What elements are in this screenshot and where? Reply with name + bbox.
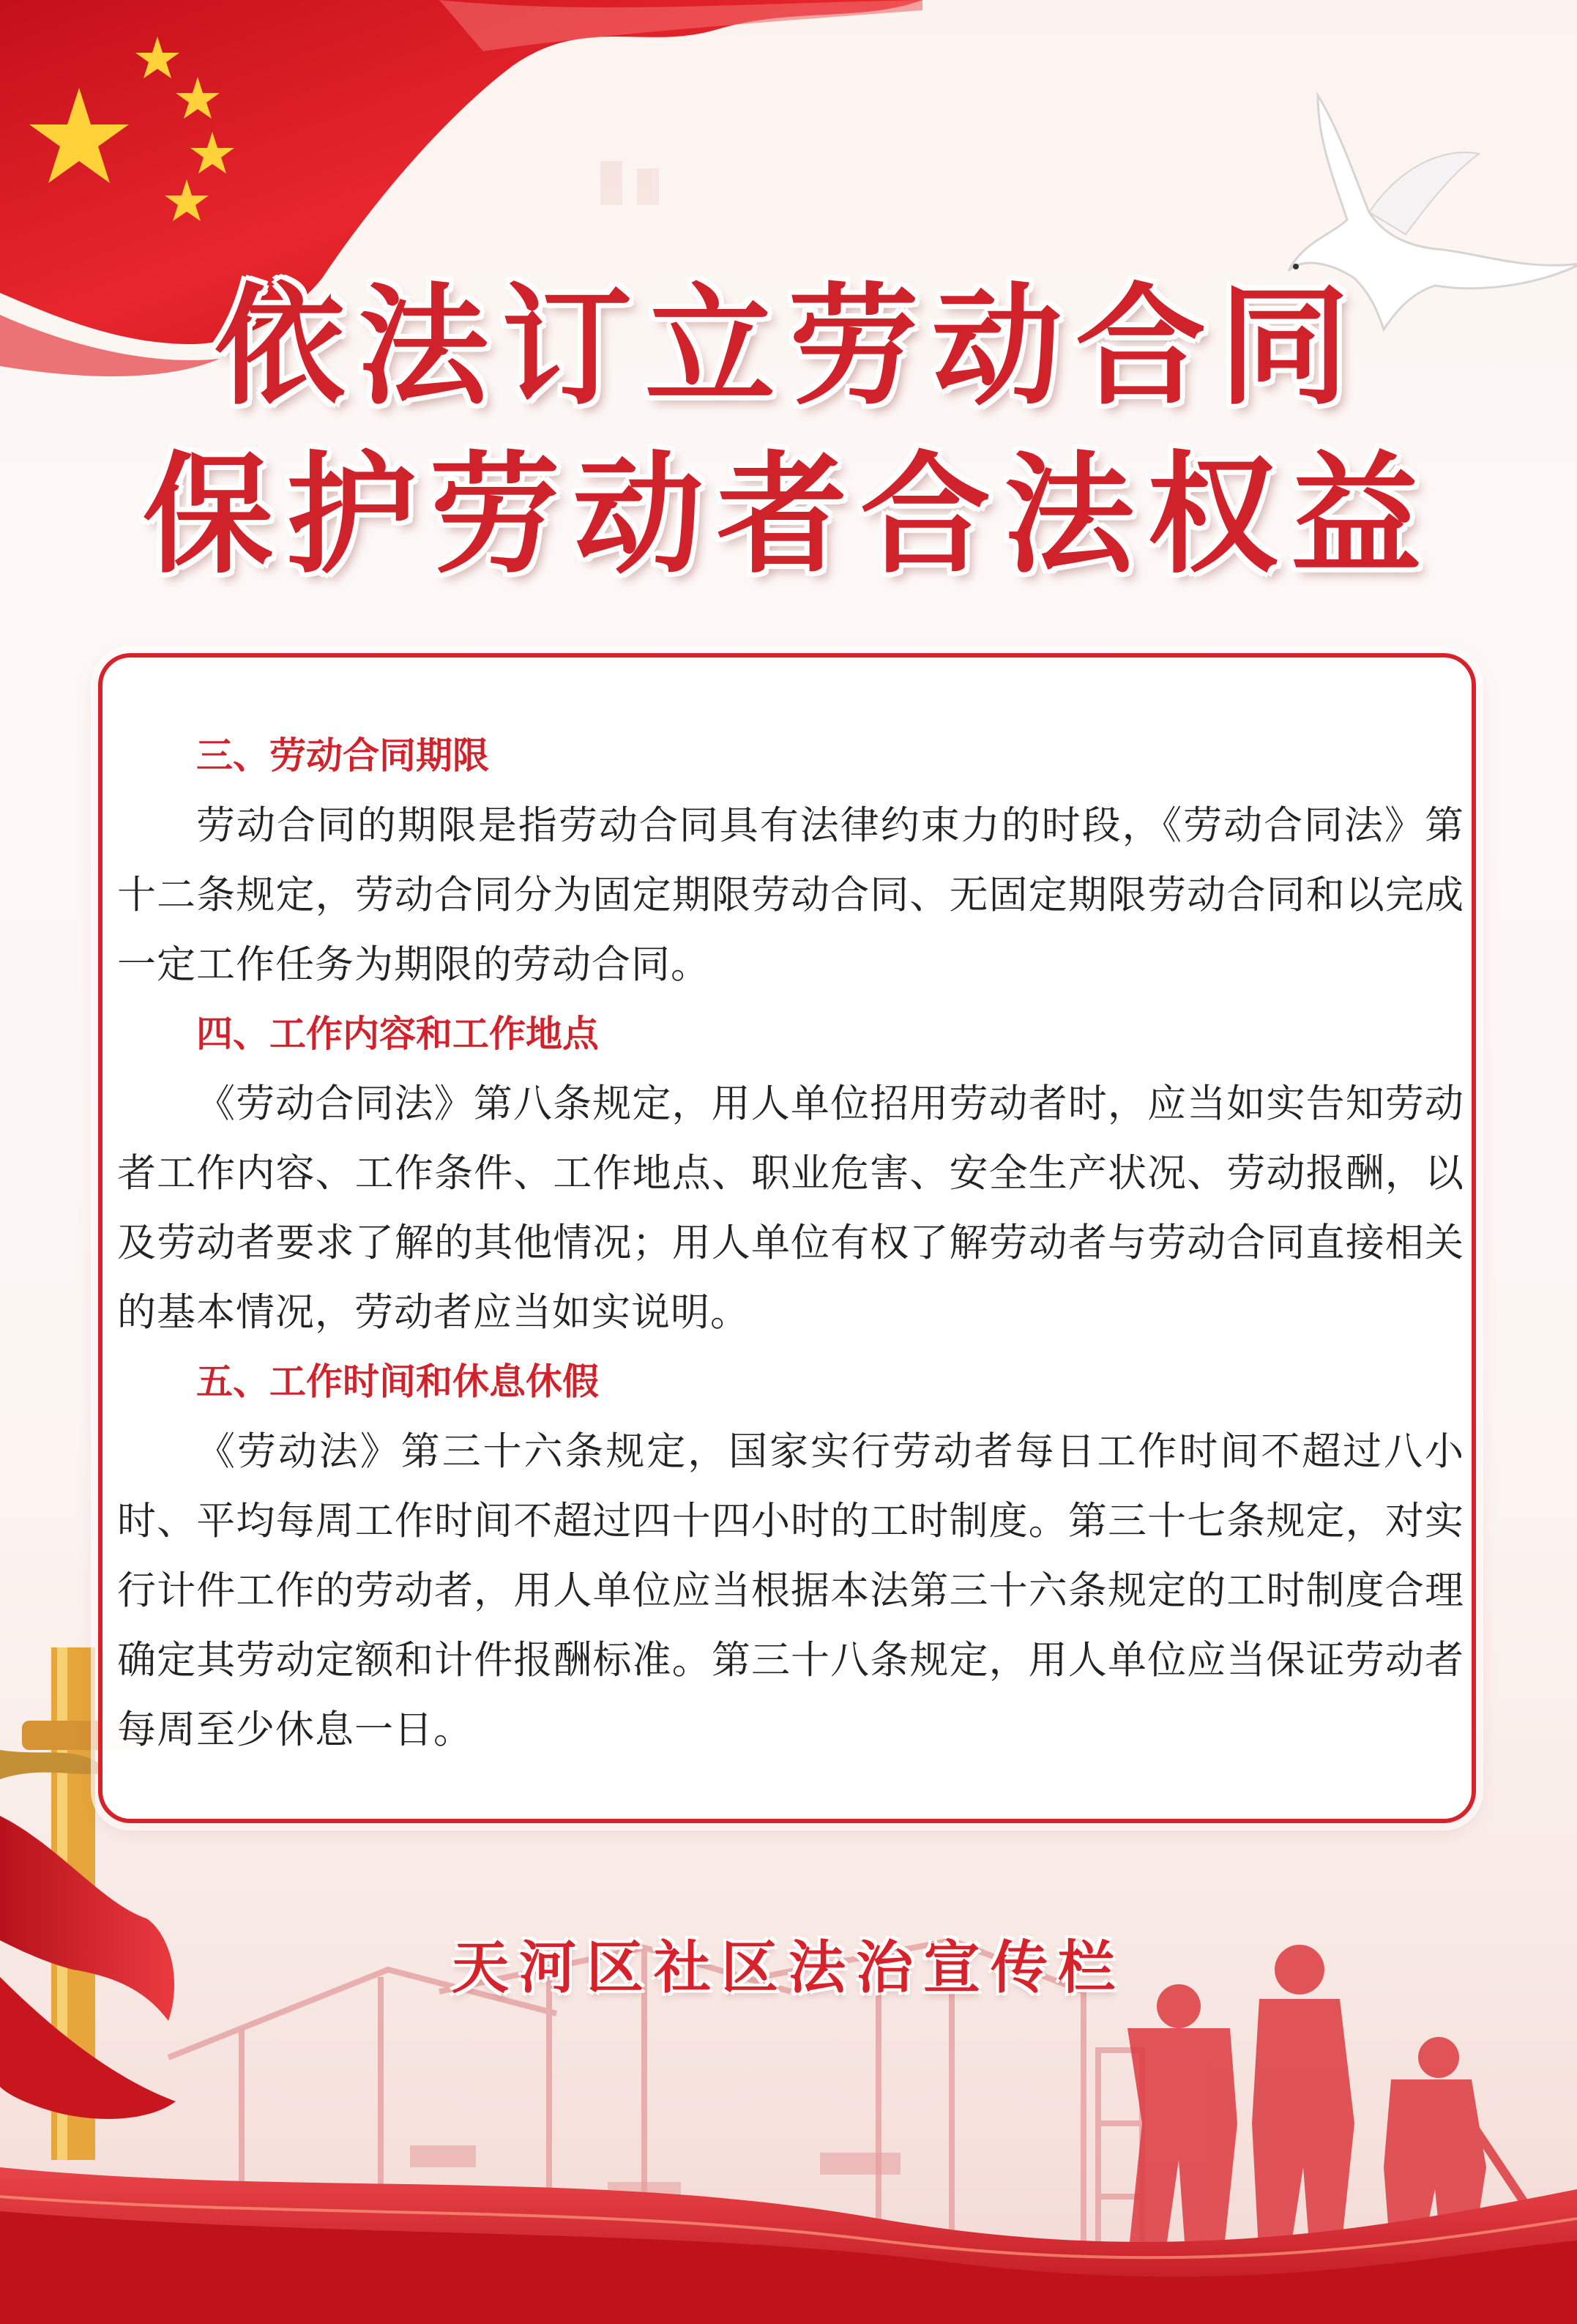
section-heading: 三、劳动合同期限 xyxy=(196,734,489,777)
section-heading: 五、工作时间和休息休假 xyxy=(196,1360,599,1403)
poster-title-line1: 依法订立劳动合同 xyxy=(215,269,1362,422)
section-paragraph: 《劳动合同法》第八条规定，用人单位招用劳动者时，应当如实告知劳动者工作内容、工作条件、工作地点、职业危害、安全生产状况、劳动报酬，以及劳动者要求了解的其他情况；用人单位有权了解劳动者与劳动合同直接相关的基本情况，劳动者应当如实说明。 xyxy=(117,1081,1464,1335)
section-heading: 四、工作内容和工作地点 xyxy=(196,1013,599,1055)
content-body xyxy=(117,721,1464,1765)
section-paragraph: 《劳动法》第三十六条规定，国家实行劳动者每日工作时间不超过八小时、平均每周工作时间不超过四十四小时的工时制度。第三十七条规定，对实行计件工作的劳动者，用人单位应当根据本法第三十六条规定的工时制度合理确定其劳动定额和计件报酬标准。第三十八条规定，用人单位应当保证劳动者每周至少休息一日。 xyxy=(117,1429,1464,1752)
footer-title: 天河区社区法治宣传栏 xyxy=(451,1935,1125,2001)
section-paragraph: 劳动合同的期限是指劳动合同具有法律约束力的时段，《劳动合同法》第十二条规定，劳动合同分为固定期限劳动合同、无固定期限劳动合同和以完成一定工作任务为期限的劳动合同。 xyxy=(117,803,1464,987)
poster-title-line2: 保护劳动者合法权益 xyxy=(143,438,1434,591)
